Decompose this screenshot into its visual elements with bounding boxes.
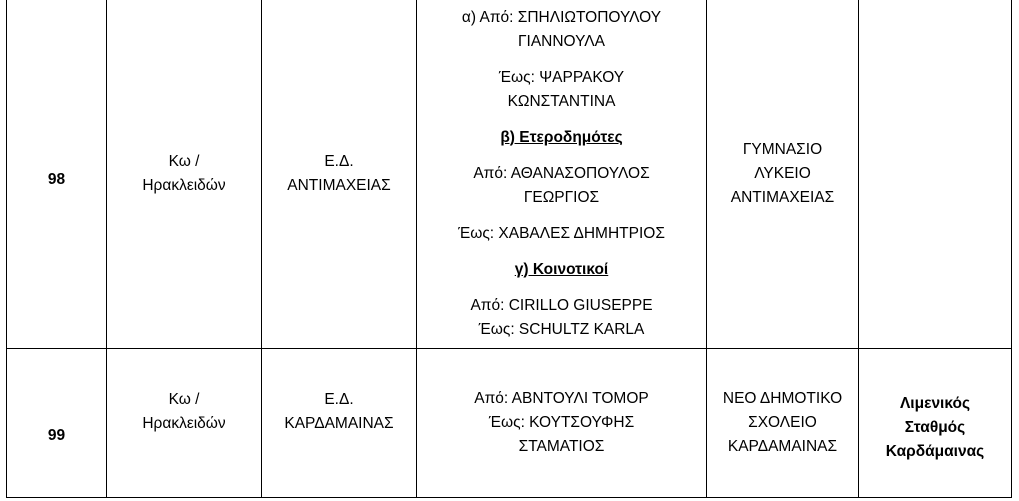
- range-c-to: Έως: SCHULTZ KARLA: [478, 320, 645, 338]
- municipality-line: Κω /: [168, 152, 200, 170]
- unit-line: Ε.Δ.: [324, 152, 354, 170]
- location-line: ΑΝΤΙΜΑΧΕΙΑΣ: [730, 188, 835, 206]
- range-from: Από: ΑΒΝΤΟΥΛΙ ΤΟΜΟΡ: [474, 390, 649, 407]
- polling-stations-table: [6, 0, 1012, 498]
- note-cell: [859, 0, 1012, 349]
- municipality-line: Κω /: [168, 391, 200, 408]
- note-line: Σταθμός: [904, 419, 966, 436]
- section-heading-b: β) Ετεροδημότες: [500, 128, 623, 146]
- range-c-from: Από: CIRILLO GIUSEPPE: [470, 296, 653, 314]
- range-b-from-cont: ΓΕΩΡΓΙΟΣ: [523, 188, 600, 206]
- location-line: ΓΥΜΝΑΣΙΟ: [742, 140, 823, 158]
- unit-cell: [262, 349, 417, 498]
- municipality-cell: [107, 0, 262, 349]
- row-number: [7, 0, 107, 349]
- municipality-line: Ηρακλειδών: [142, 176, 226, 194]
- location-cell: [707, 349, 859, 498]
- range-to: Έως: ΚΟΥΤΣΟΥΦΗΣ: [488, 414, 635, 431]
- voter-range-cell: [417, 0, 707, 349]
- note-line: Καρδάμαινας: [885, 443, 985, 460]
- unit-line: ΚΑΡΔΑΜΑΙΝΑΣ: [284, 415, 394, 432]
- table-row: [7, 0, 1012, 349]
- range-a-from-cont: ΓΙΑΝΝΟΥΛΑ: [517, 32, 605, 50]
- note-cell: [859, 349, 1012, 498]
- section-heading-c: γ) Κοινοτικοί: [514, 260, 609, 278]
- range-a-to-cont: ΚΩΝΣΤΑΝΤΙΝΑ: [507, 92, 616, 110]
- row-number-text: 98: [47, 170, 66, 188]
- location-line: ΛΥΚΕΙΟ: [754, 164, 811, 182]
- unit-line: Ε.Δ.: [324, 391, 354, 408]
- range-to-cont: ΣΤΑΜΑΤΙΟΣ: [518, 438, 605, 455]
- location-line: ΣΧΟΛΕΙΟ: [748, 414, 817, 431]
- range-b-from: Από: ΑΘΑΝΑΣΟΠΟΥΛΟΣ: [473, 164, 650, 182]
- row-number-text: 99: [47, 427, 66, 444]
- range-a-from: α) Από: ΣΠΗΛΙΩΤΟΠΟΥΛΟΥ: [461, 8, 662, 26]
- municipality-line: Ηρακλειδών: [142, 415, 226, 432]
- municipality-cell: [107, 349, 262, 498]
- location-line: ΝΕΟ ΔΗΜΟΤΙΚΟ: [722, 390, 843, 407]
- note-line: Λιμενικός: [899, 395, 971, 412]
- table-row: [7, 349, 1012, 498]
- range-b-to: Έως: ΧΑΒΑΛΕΣ ΔΗΜΗΤΡΙΟΣ: [458, 224, 665, 242]
- voter-range-cell: [417, 349, 707, 498]
- range-a-to: Έως: ΨΑΡΡΑΚΟΥ: [498, 68, 625, 86]
- row-number: [7, 349, 107, 498]
- location-cell: [707, 0, 859, 349]
- unit-cell: [262, 0, 417, 349]
- unit-line: ΑΝΤΙΜΑΧΕΙΑΣ: [287, 176, 391, 194]
- location-line: ΚΑΡΔΑΜΑΙΝΑΣ: [727, 438, 838, 455]
